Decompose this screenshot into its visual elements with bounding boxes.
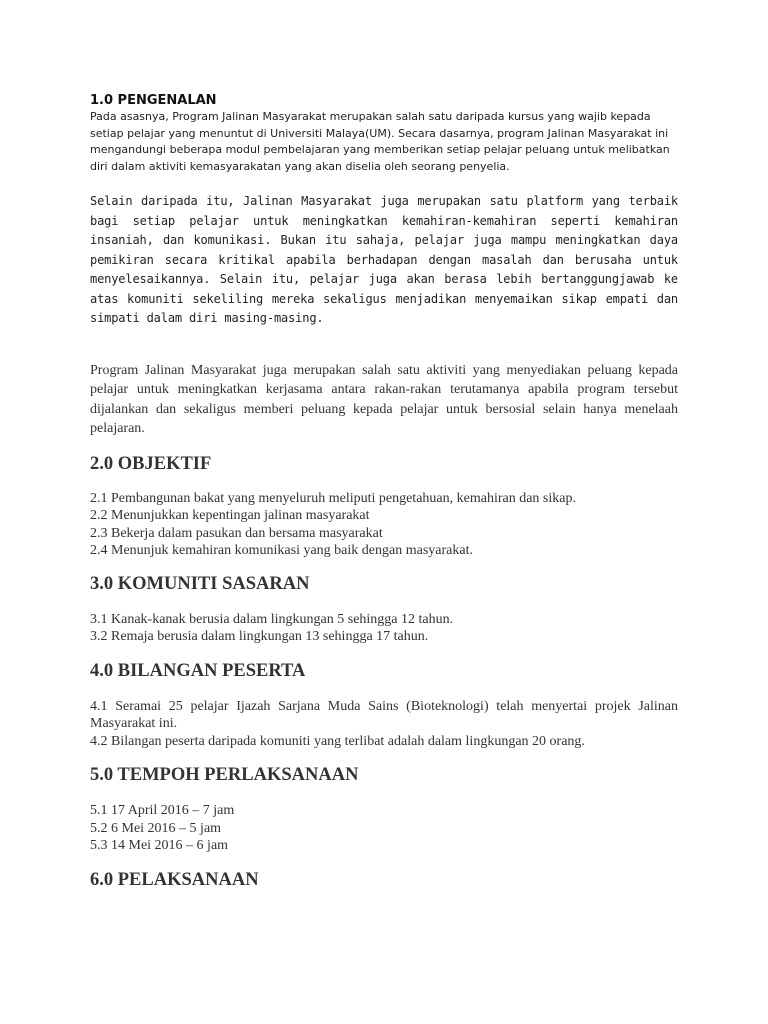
section-heading-komuniti: 3.0 KOMUNITI SASARAN <box>90 573 310 594</box>
list-item: 2.4 Menunjuk kemahiran komunikasi yang baik dengan masyarakat. <box>90 543 473 558</box>
list-item: 2.3 Bekerja dalam pasukan dan bersama masyarakat <box>90 525 383 541</box>
list-item: 5.3 14 Mei 2016 – 6 jam <box>90 838 229 853</box>
intro-paragraph-2: Selain daripada itu, Jalinan Masyarakat juga merupakan satu platform yang terbaik bagi setiap pelajar untuk meningkatkan kemahiran-kemahiran seperti kemahiran insaniah, dan komunikasi. Bukan itu sahaja, pelajar juga mampu meningkatkan daya pemikiran secara kritikal apabila berhadapan dengan masalah dan berusaha untuk menyelesaikannya. Selain itu, pelajar juga akan berasa lebih bertanggungjawab ke atas komuniti sekeliling mereka sekaligus menjadikan menyemaikan sikap empati dan simpati dalam diri masing-masing. <box>90 194 678 325</box>
list-item: 3.2 Remaja berusia dalam lingkungan 13 sehingga 17 tahun. <box>90 629 429 644</box>
list-item: 5.1 17 April 2016 – 7 jam <box>90 803 235 818</box>
komuniti-list <box>90 611 678 646</box>
intro-paragraph-3: Program Jalinan Masyarakat juga merupakan salah satu aktiviti yang menyediakan peluang kepada pelajar untuk meningkatkan kerjasama antara rakan-rakan terutamanya apabila program tersebut dijalankan dan sekaligus memberi peluang kepada pelajar untuk bersosial selain hanya menelaah pelajaran. <box>90 362 678 436</box>
list-item: 3.1 Kanak-kanak berusia dalam lingkungan 5 sehingga 12 tahun. <box>90 611 454 627</box>
section-heading-tempoh: 5.0 TEMPOH PERLAKSANAAN <box>90 765 359 785</box>
bilangan-list <box>90 698 678 751</box>
intro-paragraph-1: Pada asasnya, Program Jalinan Masyarakat merupakan salah satu daripada kursus yang wajib kepada setiap pelajar yang menuntut di Universiti Malaya(UM). Secara dasarnya, program Jalinan Masyarakat ini mengandungi beberapa modul pembelajaran yang memberikan setiap pelajar peluang untuk melibatkan diri dalam aktiviti kemasyarakatan yang akan diselia oleh seorang penyelia. <box>90 110 670 173</box>
document-page <box>90 92 678 891</box>
section-heading-objektif: 2.0 OBJEKTIF <box>90 453 212 474</box>
section-heading-pelaksanaan: 6.0 PELAKSANAAN <box>90 869 259 890</box>
tempoh-list <box>90 802 678 855</box>
list-item: 4.2 Bilangan peserta daripada komuniti yang terlibat adalah dalam lingkungan 20 orang. <box>90 733 585 749</box>
objektif-list <box>90 490 678 560</box>
section-heading-bilangan: 4.0 BILANGAN PESERTA <box>90 660 306 681</box>
list-item: 2.2 Menunjukkan kepentingan jalinan masyarakat <box>90 508 370 523</box>
list-item: 4.1 Seramai 25 pelajar Ijazah Sarjana Muda Sains (Bioteknologi) telah menyertai projek Jalinan Masyarakat ini. <box>90 698 678 731</box>
list-item: 2.1 Pembangunan bakat yang menyeluruh meliputi pengetahuan, kemahiran dan sikap. <box>90 490 576 506</box>
section-heading-pengenalan: 1.0 PENGENALAN <box>90 93 217 108</box>
list-item: 5.2 6 Mei 2016 – 5 jam <box>90 820 222 836</box>
